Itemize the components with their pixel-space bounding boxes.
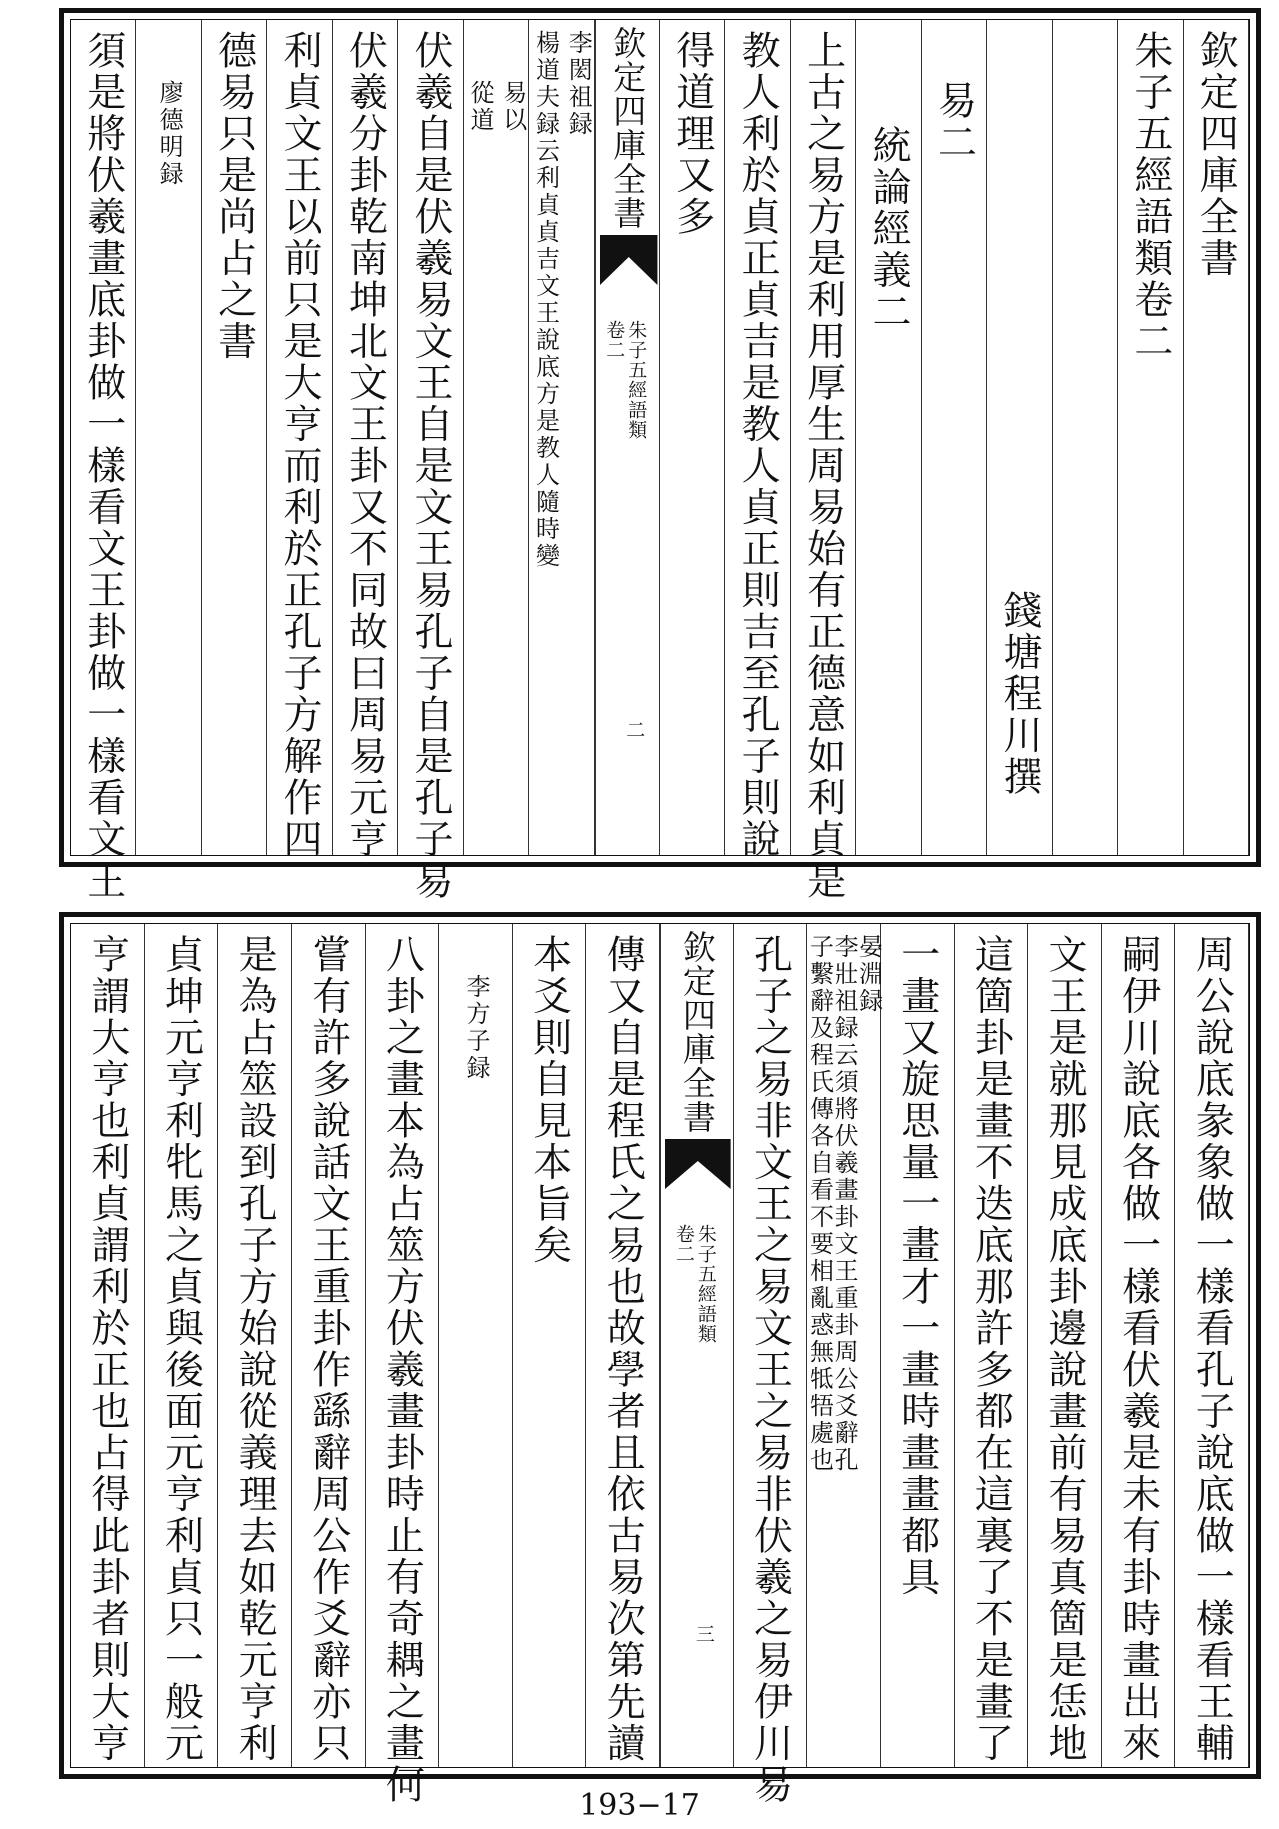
annotation-line: 李閎祖録 [564,30,593,138]
text-column [202,20,267,855]
text-column [218,924,292,1767]
annotation-line: 易以 [498,80,527,134]
text-line: 得道理又多 [669,30,715,238]
annotation-line: 從道 [466,80,495,134]
text-line: 易二 [931,80,977,163]
text-line: 這箇卦是畫不迭底那許多都在這裏了不是畫了 [968,934,1014,1764]
gutter-book-title: 朱子五經語類 [694,1224,717,1344]
text-line: 德易只是尚占之書 [211,30,257,362]
text-column [922,20,987,855]
text-column [333,20,398,860]
text-column [439,924,513,1767]
gutter-book-title: 朱子五經語類 [625,320,648,440]
note-line: 廖德明録 [155,80,184,188]
text-column [292,924,366,1767]
gutter-title: 欽定四庫全書 [677,930,717,1134]
page-number-footer: 193−17 [579,1788,700,1823]
text-line: 朱子五經語類卷二 [1127,30,1173,362]
text-line: 周公說底彖象做一樣看孔子說底做一樣看王輔 [1189,934,1235,1764]
fishtail-mark-icon [661,1139,735,1199]
text-line: 文王是就那見成底卦邊說畫前有易真箇是恁地 [1041,934,1087,1764]
text-line: 伏羲自是伏羲易文王自是文王易孔子自是孔子易 [407,30,453,902]
text-line: 傳又自是程氏之易也故學者且依古易次第先讀 [600,934,646,1764]
text-line: 上古之易方是利用厚生周易始有正德意如利貞是 [800,30,846,902]
text-column [955,924,1029,1767]
text-column [398,20,463,902]
text-column [366,924,440,1806]
annotation-line: 子繫辭及程氏傳各自看不要相亂惑無牴牾處也 [805,934,834,1474]
text-column [513,924,587,1767]
text-column [586,924,660,1767]
text-line: 一畫又旋思量一畫才一畫時畫畫都具 [894,934,940,1598]
text-column [734,924,808,1806]
text-line: 八卦之畫本為占筮方伏羲畫卦時止有奇耦之畫何 [379,934,425,1806]
annotation-line: 楊道夫録云利貞貞吉文王說底方是教人隨時變 [531,30,560,570]
annotation-line: 李壯祖録云須將伏羲畫卦文王重卦周公爻辭孔 [830,934,859,1474]
gutter-title: 欽定四庫全書 [608,26,648,230]
text-line: 教人利於貞正貞吉是教人貞正則吉至孔子則說 [735,30,781,860]
text-column [807,924,881,1767]
text-column [660,20,725,855]
text-line: 是為占筮設到孔子方始說從義理去如乾元亨利 [232,934,278,1764]
text-column [1028,924,1102,1767]
gutter-page-number: 三 [692,1624,715,1644]
text-column [136,20,201,855]
gutter-volume: 卷二 [603,320,626,360]
gutter-volume: 卷二 [672,1224,695,1264]
text-line: 嘗有許多說話文王重卦作繇辭周公作爻辭亦只 [305,934,351,1764]
gutter-page-number: 二 [623,720,646,740]
text-column [1102,924,1176,1767]
text-column [881,924,955,1767]
top-page [59,8,1261,902]
text-column [987,20,1052,855]
text-column [791,20,856,902]
text-line: 伏羲分卦乾南坤北文王卦又不同故曰周易元亨 [342,30,388,860]
fishtail-mark-icon [596,235,661,295]
text-column [725,20,790,860]
text-line: 統論經義二 [866,125,912,333]
text-line: 亨謂大亨也利貞謂利於正也占得此卦者則大亨 [84,934,130,1764]
text-line: 利貞文王以前只是大亨而利於正孔子方解作四 [277,30,323,860]
gutter-column [660,924,734,1767]
text-column [1175,924,1249,1767]
text-line: 貞坤元亨利牝馬之貞與後面元亨利貞只一般元 [158,934,204,1764]
text-line: 本爻則自見本旨矣 [526,934,572,1266]
text-line: 錢塘程川撰 [996,590,1042,798]
text-column [71,20,136,902]
text-line: 嗣伊川說底各做一樣看伏羲是未有卦時畫出來 [1115,934,1161,1764]
text-column [464,20,529,855]
note-line: 李方子録 [461,974,490,1082]
gutter-column [595,20,660,855]
text-column [1053,20,1118,855]
text-column [529,20,594,855]
text-column [1184,20,1249,855]
annotation-line: 晏淵録 [854,934,883,1015]
text-column [856,20,921,855]
text-line: 孔子之易非文王之易文王之易非伏羲之易伊川易 [747,934,793,1806]
text-line: 須是將伏羲畫底卦做一樣看文王卦做一樣看文王 [80,30,126,902]
text-column [145,924,219,1767]
text-column [71,924,145,1767]
text-line: 欽定四庫全書 [1193,30,1239,279]
text-column [1118,20,1183,855]
text-column [267,20,332,860]
